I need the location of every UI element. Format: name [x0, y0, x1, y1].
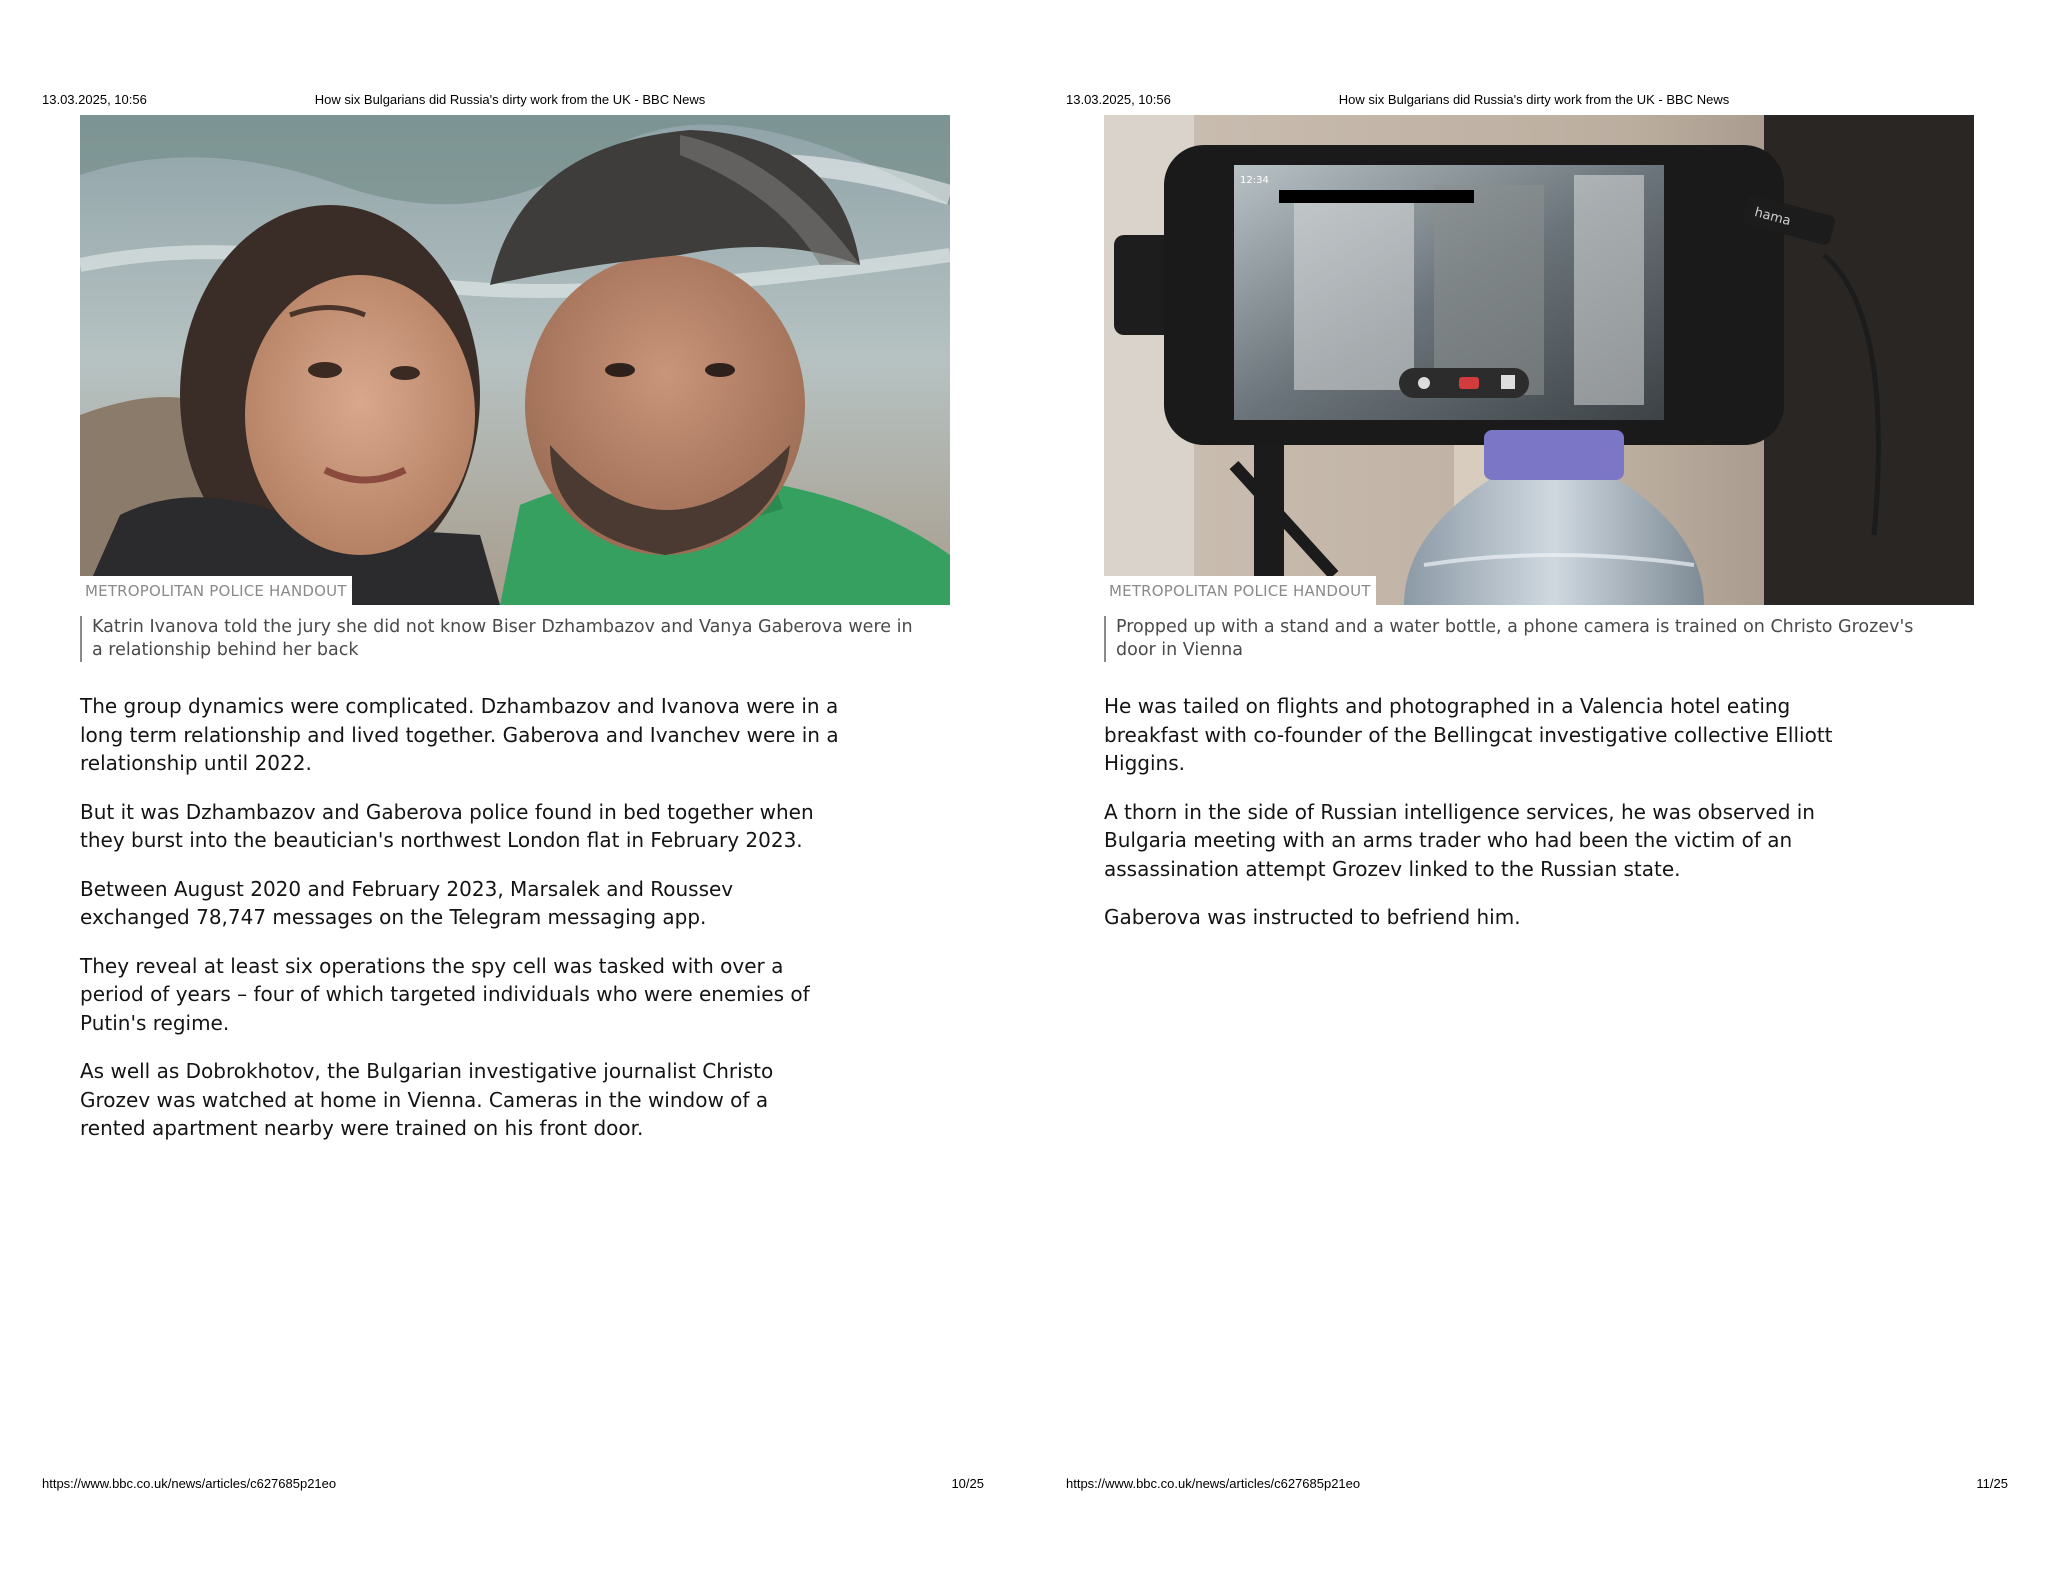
- couple-selfie-illustration: [80, 115, 950, 605]
- print-title: How six Bulgarians did Russia's dirty work from the UK - BBC News: [314, 92, 706, 107]
- paragraph: As well as Dobrokhotov, the Bulgarian investigative journalist Christo Grozev was watched at home in Vienna. Cameras in the window of a rented apartment nearby were trained on his front door.: [80, 1059, 774, 1140]
- print-url[interactable]: https://www.bbc.co.uk/news/articles/c627685p21eo: [42, 1476, 337, 1491]
- photo-caption: Katrin Ivanova told the jury she did not know Biser Dzhambazov and Vanya Gaberova were in a relationship behind her back: [80, 616, 922, 662]
- paragraph: A thorn in the side of Russian intelligence services, he was observed in Bulgaria meeting with an arms trader who had been the victim of an assassination attempt Grozev linked to the Russian state.: [1104, 799, 1815, 881]
- paragraph: The group dynamics were complicated. Dzhambazov and Ivanova were in a long term relationship and lived together. Gaberova and Ivanchev were in a relationship until 2022.: [80, 694, 839, 775]
- article-body: [1104, 692, 1864, 952]
- paragraph: But it was Dzhambazov and Gaberova police found in bed together when they burst into the beautician's northwest London flat in February 2023.: [80, 799, 814, 852]
- print-date: 13.03.2025, 10:56: [42, 92, 147, 107]
- page-number: 11/25: [1976, 1476, 2008, 1491]
- print-title: How six Bulgarians did Russia's dirty work from the UK - BBC News: [1338, 92, 1730, 107]
- photo-caption: Propped up with a stand and a water bottle, a phone camera is trained on Christo Grozev's door in Vienna: [1104, 616, 1946, 662]
- pdf-page-11: [1024, 0, 2048, 1582]
- paragraph: Gaberova was instructed to befriend him.: [1104, 905, 1521, 929]
- print-date: 13.03.2025, 10:56: [1066, 92, 1171, 107]
- article-body: [80, 692, 840, 1163]
- photo-credit: METROPOLITAN POLICE HANDOUT: [80, 576, 352, 605]
- page-number: 10/25: [951, 1476, 984, 1491]
- paragraph: They reveal at least six operations the spy cell was tasked with over a period of years – four of which targeted individuals who were enemies of Putin's regime.: [80, 953, 810, 1035]
- phone-status-time: 12:34: [1240, 175, 1269, 186]
- paragraph: He was tailed on flights and photographed in a Valencia hotel eating breakfast with co-founder of the Bellingcat investigative collective Elliott Higgins.: [1104, 694, 1833, 775]
- paragraph: Between August 2020 and February 2023, Marsalek and Roussev exchanged 78,747 messages on the Telegram messaging app.: [80, 876, 734, 929]
- couple-selfie-photo: [80, 115, 950, 605]
- photo-credit: METROPOLITAN POLICE HANDOUT: [1104, 576, 1376, 605]
- phone-camera-photo: [1104, 115, 1974, 605]
- print-url[interactable]: https://www.bbc.co.uk/news/articles/c627685p21eo: [1066, 1476, 1361, 1491]
- phone-on-stand-illustration: [1104, 115, 1974, 605]
- cable-brand-label: hama: [1752, 205, 1793, 230]
